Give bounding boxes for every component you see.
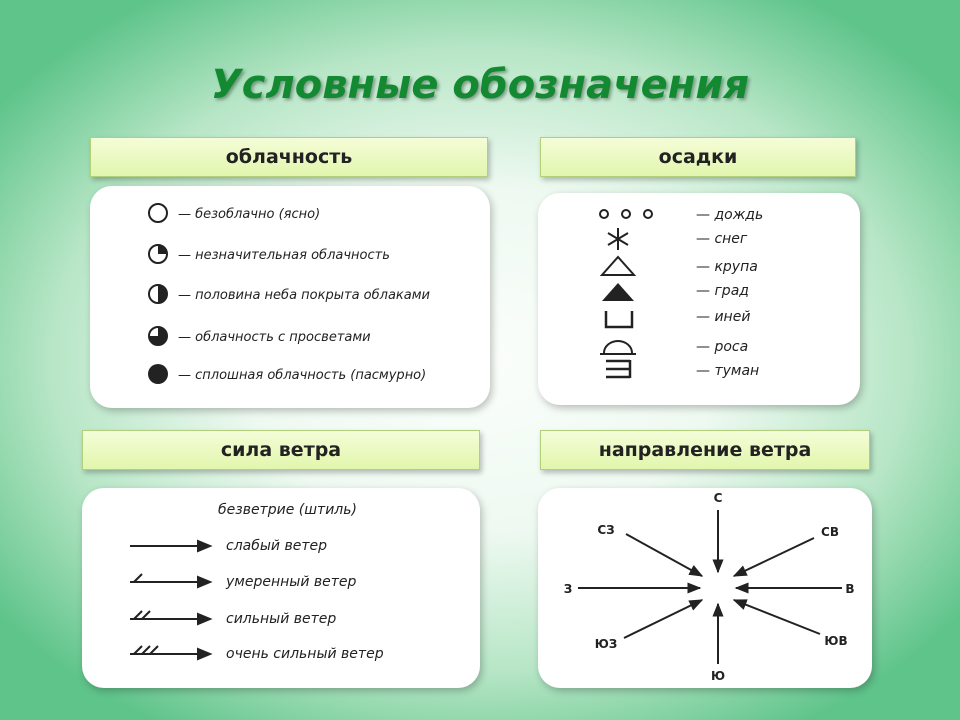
wind-item-text: очень сильный ветер — [226, 646, 384, 662]
arrow-one-feather-icon — [130, 574, 210, 587]
wind-item-text: безветрие (штиль) — [218, 502, 357, 518]
heading-cloudiness: облачность — [90, 137, 488, 177]
direction-label-w: З — [563, 582, 573, 596]
wind-arrow-from-southwest — [624, 600, 702, 638]
precipitation-card — [538, 193, 860, 405]
direction-label-e: В — [845, 582, 855, 596]
precip-item-text: — град — [696, 283, 749, 299]
fog-icon — [606, 360, 630, 378]
hoarfrost-icon — [606, 311, 632, 327]
quarter-circle-icon — [149, 245, 167, 263]
precip-item-text: — крупа — [696, 259, 758, 275]
heading-precipitation: осадки — [540, 137, 856, 177]
direction-label-ne: СВ — [821, 525, 839, 539]
heading-wind-direction: направление ветра — [540, 430, 870, 470]
wind-arrow-from-southeast — [734, 600, 820, 634]
wind-arrow-from-northwest — [626, 534, 702, 576]
cloudiness-card — [90, 186, 490, 408]
half-circle-icon — [149, 285, 167, 303]
rain-dots-icon — [600, 210, 652, 218]
graupel-triangle-icon — [602, 257, 634, 275]
arrow-plain-icon — [130, 541, 210, 551]
wind-direction-card — [538, 488, 872, 688]
cloud-item-text: — безоблачно (ясно) — [178, 207, 321, 222]
cloud-item-text: — облачность с просветами — [178, 330, 371, 345]
direction-label-sw: ЮЗ — [594, 637, 618, 651]
precip-item-text: — роса — [696, 339, 749, 355]
direction-label-se: ЮВ — [824, 634, 848, 648]
wind-arrow-from-northeast — [734, 538, 814, 576]
direction-label-n: С — [713, 491, 723, 505]
wind-item-text: слабый ветер — [226, 538, 327, 554]
heading-wind-force: сила ветра — [82, 430, 480, 470]
precip-item-text: — снег — [696, 231, 748, 247]
page-title: Условные обозначения — [210, 62, 750, 108]
cloud-item-text: — незначительная облачность — [178, 248, 390, 263]
wind-item-text: сильный ветер — [226, 611, 337, 627]
three-quarter-circle-icon — [149, 327, 167, 345]
dew-icon — [600, 341, 636, 354]
cloud-item-text: — половина неба покрыта облаками — [178, 288, 430, 303]
cloud-item-text: — сплошная облачность (пасмурно) — [178, 368, 427, 383]
direction-label-s: Ю — [710, 669, 726, 683]
full-circle-icon — [148, 364, 168, 384]
arrow-two-feathers-icon — [130, 611, 210, 624]
snow-asterisk-icon — [608, 228, 628, 250]
direction-label-nw: СЗ — [597, 523, 615, 537]
wind-item-text: умеренный ветер — [226, 574, 357, 590]
hail-filled-triangle-icon — [602, 283, 634, 301]
precip-item-text: — туман — [696, 363, 760, 379]
clear-circle-icon — [149, 204, 167, 222]
arrow-three-feathers-icon — [130, 646, 210, 659]
precip-item-text: — иней — [696, 309, 751, 325]
precip-item-text: — дождь — [696, 207, 764, 223]
wind-force-card — [82, 488, 480, 688]
